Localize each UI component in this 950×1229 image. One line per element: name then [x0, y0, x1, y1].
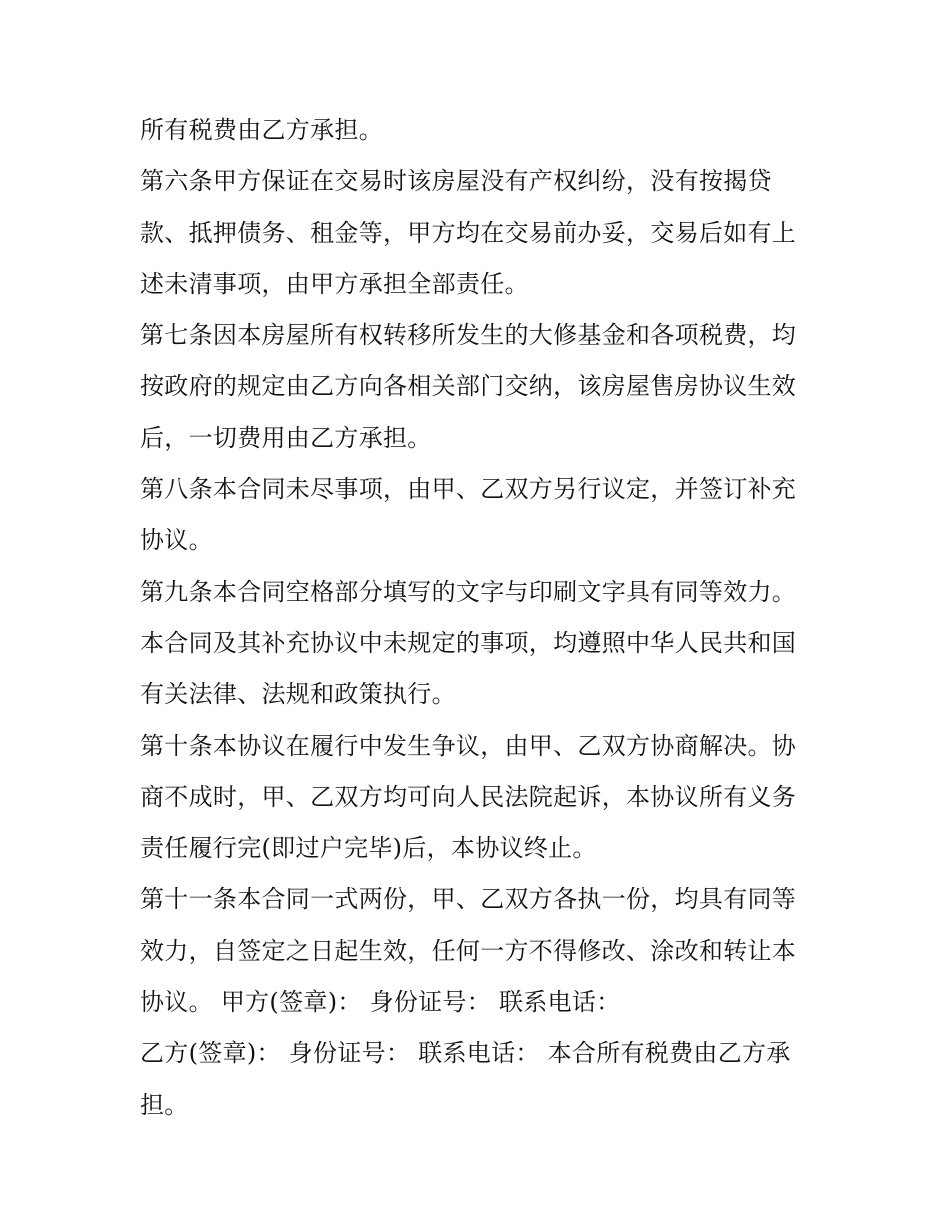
text-line: 责任履行完(即过户完毕)后，本协议终止。 [140, 834, 597, 863]
text-line: 商不成时，甲、乙双方均可向人民法院起诉，本协议所有义务 [140, 782, 797, 811]
text-line: 本合同及其补充协议中未规定的事项，均遵照中华人民共和国 [140, 628, 797, 657]
text-line: 第七条因本房屋所有权转移所发生的大修基金和各项税费，均 [140, 321, 797, 350]
text-line: 第九条本合同空格部分填写的文字与印刷文字具有同等效力。 [140, 577, 797, 606]
text-line: 第八条本合同未尽事项，由甲、乙双方另行议定，并签订补充 [140, 475, 797, 504]
text-line: 述未清事项，由甲方承担全部责任。 [140, 269, 529, 298]
text-line: 协议。 [140, 526, 213, 555]
text-line: 效力，自签定之日起生效，任何一方不得修改、涂改和转让本 [140, 936, 797, 965]
text-line: 款、抵押债务、租金等，甲方均在交易前办妥，交易后如有上 [140, 218, 797, 247]
text-line: 有关法律、法规和政策执行。 [140, 680, 456, 709]
text-line: 第六条甲方保证在交易时该房屋没有产权纠纷，没有按揭贷 [140, 167, 772, 196]
text-line: 第十一条本合同一式两份，甲、乙双方各执一份，均具有同等 [140, 885, 797, 914]
text-line: 第十条本协议在履行中发生争议，由甲、乙双方协商解决。协 [140, 731, 797, 760]
text-line: 担。 [140, 1090, 189, 1119]
text-line: 后，一切费用由乙方承担。 [140, 423, 432, 452]
text-line: 乙方(签章)： 身份证号： 联系电话： 本合所有税费由乙方承 [140, 1039, 791, 1068]
text-line: 按政府的规定由乙方向各相关部门交纳，该房屋售房协议生效 [140, 372, 797, 401]
contract-text [140, 110, 820, 1136]
text-line: 所有税费由乙方承担。 [140, 116, 383, 144]
text-line: 协议。 甲方(签章)： 身份证号： 联系电话： [140, 988, 621, 1017]
